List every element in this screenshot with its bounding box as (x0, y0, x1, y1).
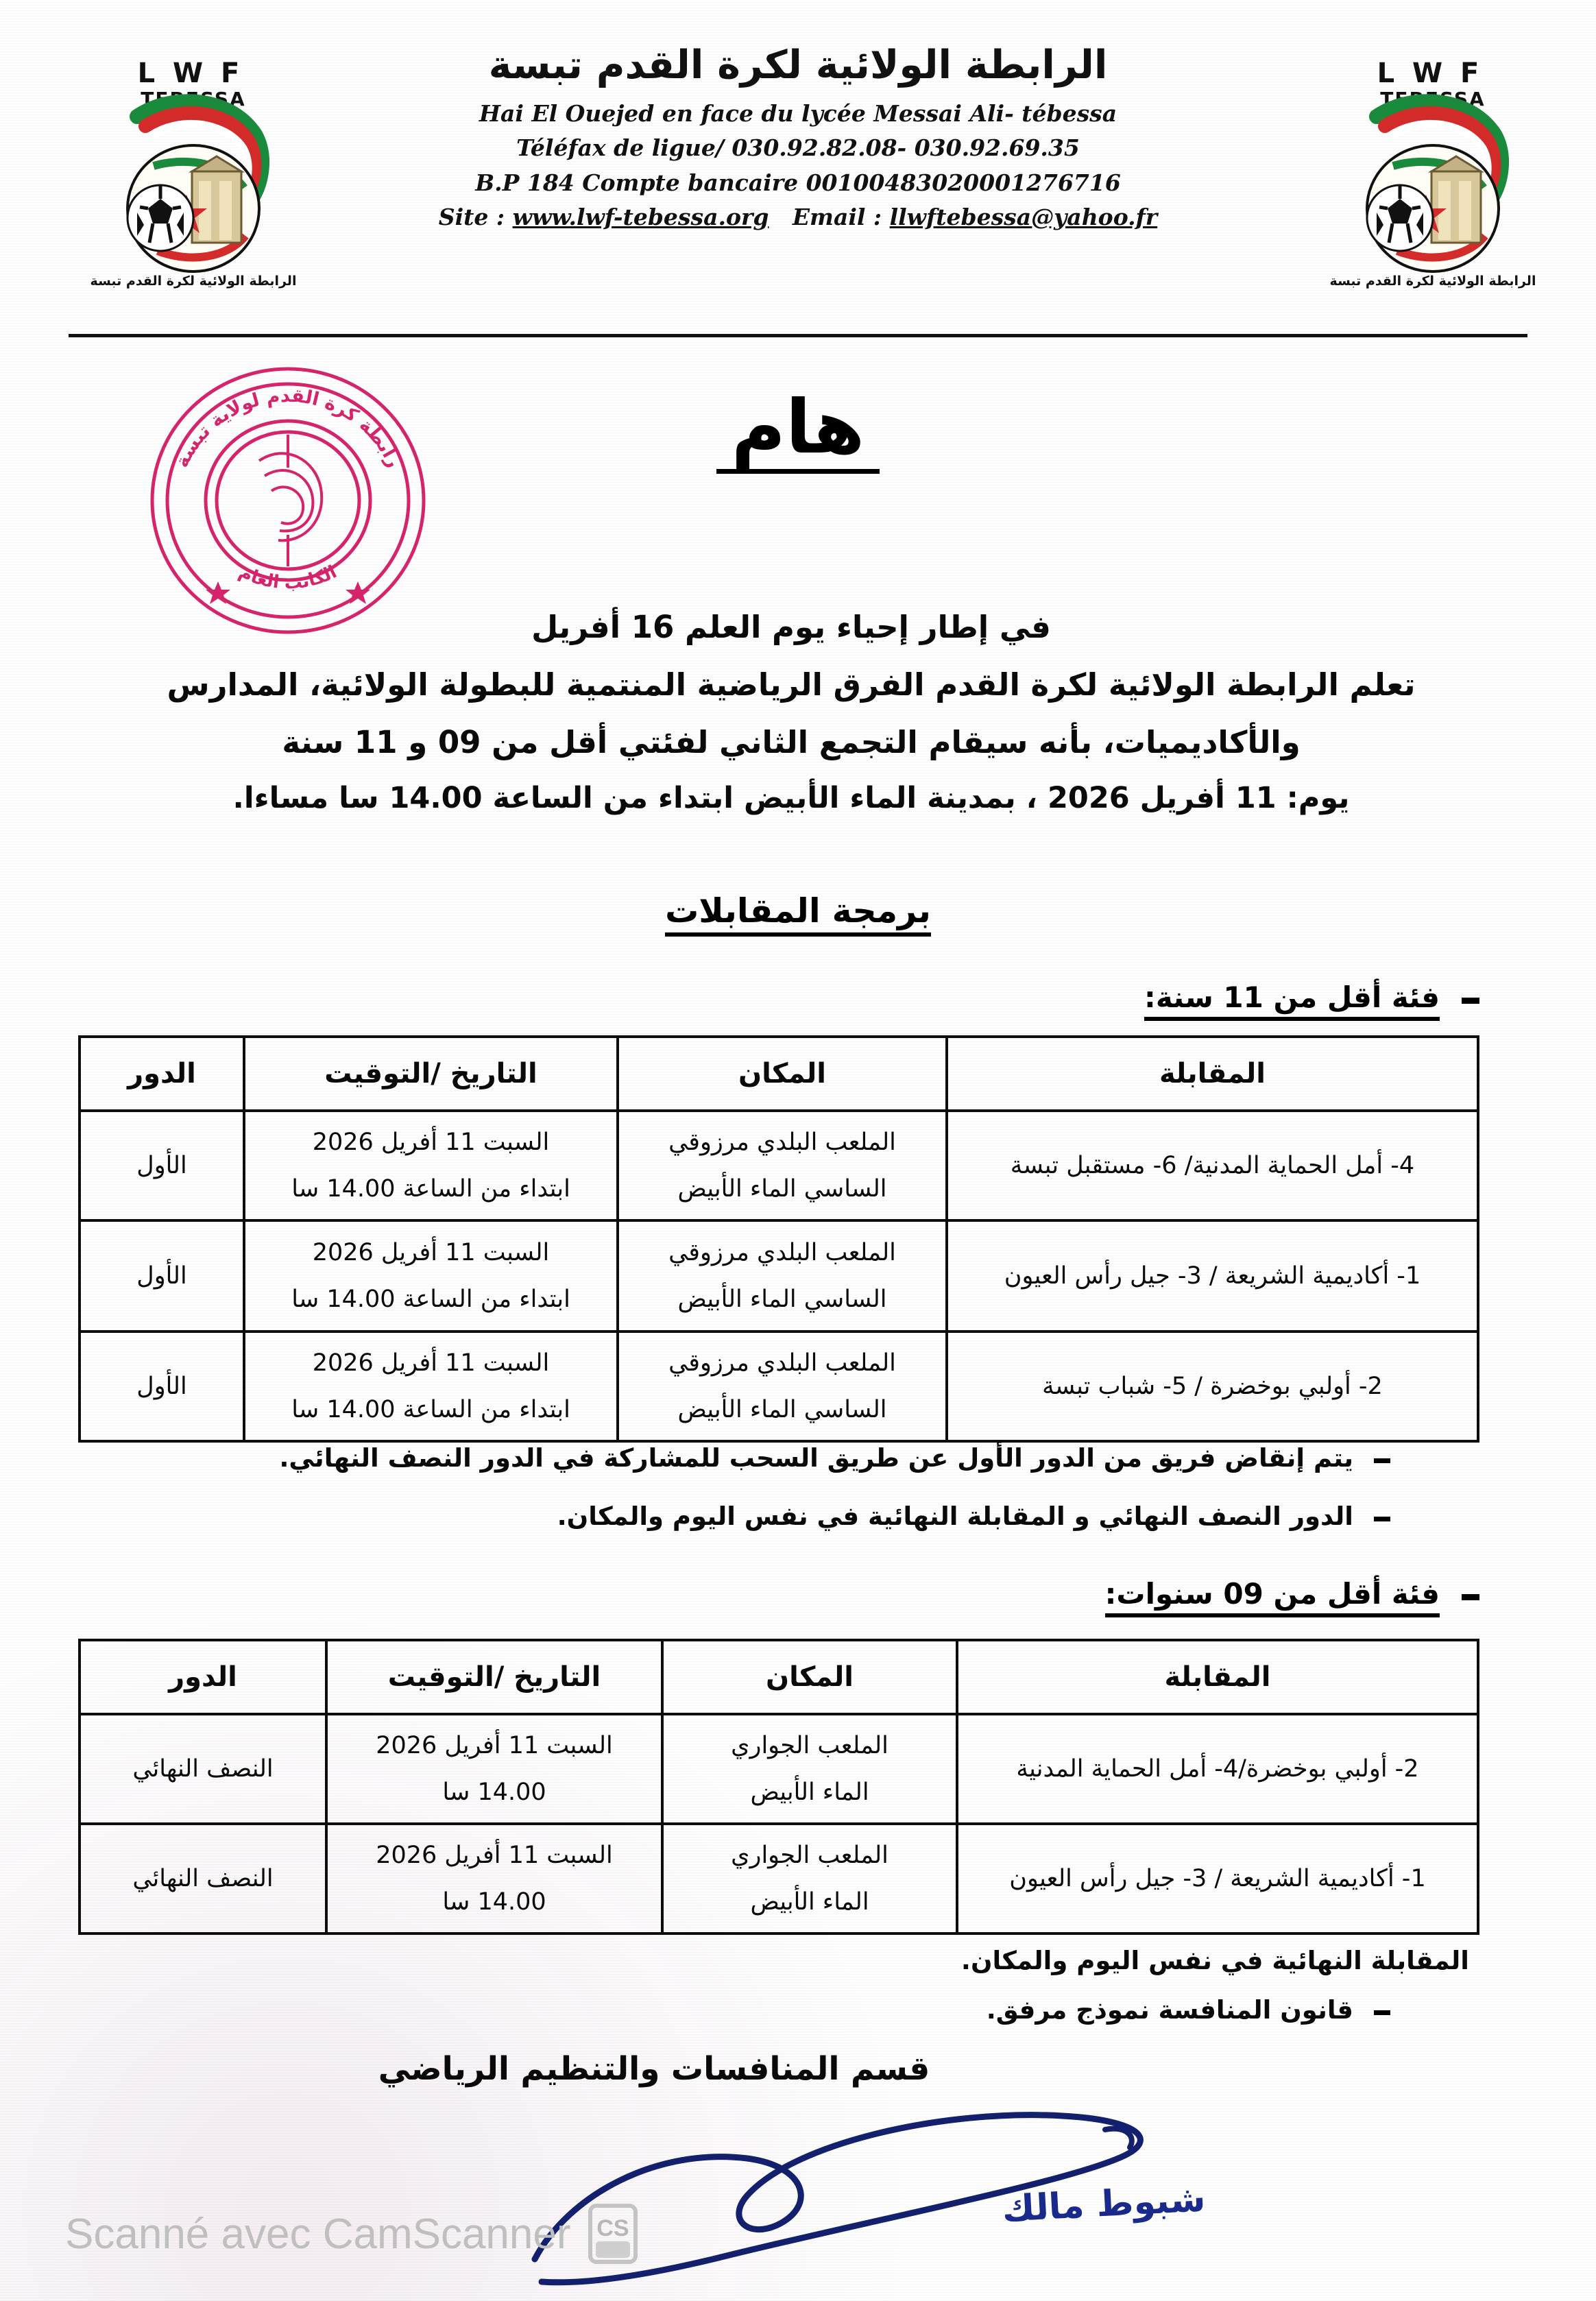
site-label: Site : (438, 203, 505, 230)
intro-paragraph (117, 603, 1466, 831)
web-contact-line (384, 200, 1212, 234)
venue-line-1: الملعب الجواري (731, 1731, 888, 1759)
camscanner-logo-icon (589, 2204, 637, 2263)
cell-match: 2- أولبي بوخضرة/4- أمل الحماية المدنية (957, 1714, 1478, 1824)
signature-department: قسم المنافسات والتنظيم الرياضي (378, 2050, 930, 2088)
note-u11-2-text: الدور النصف النهائي و المقابلة النهائية في نفس اليوم والمكان. (557, 1502, 1353, 1531)
venue-line-2: الماء الأبيض (750, 1779, 869, 1806)
schedule-table-u9 (78, 1639, 1479, 1935)
cell-datetime (244, 1220, 618, 1332)
document-title (0, 385, 1596, 474)
cell-datetime (326, 1714, 662, 1824)
svg-text:CS: CS (596, 2215, 629, 2241)
intro-line-1: في إطار إحياء يوم العلم 16 أفريل (531, 609, 1051, 645)
date-line-1: السبت 11 أفريل 2026 (312, 1349, 550, 1377)
cell-venue (618, 1111, 947, 1220)
cell-match: 1- أكاديمية الشريعة / 3- جيل رأس العيون (947, 1220, 1478, 1332)
address-line: Hai El Ouejed en face du lycée Messai Ali- tébessa (479, 100, 1117, 128)
col-header-round: الدور (80, 1037, 244, 1111)
dash-bullet-icon (1374, 1458, 1390, 1463)
col-header-round: الدور (80, 1640, 326, 1714)
date-line-2: ابتداء من الساعة 14.00 سا (291, 1286, 570, 1313)
cell-venue (618, 1220, 947, 1332)
email-label: Email : (792, 203, 882, 230)
note-u9-final-match: المقابلة النهائية في نفس اليوم والمكان. (960, 1946, 1469, 1975)
col-header-match: المقابلة (947, 1037, 1478, 1111)
camscanner-watermark-text: Scanné avec CamScanner (65, 2210, 571, 2258)
dash-bullet-icon (1374, 1517, 1390, 1521)
header-contact-block (384, 97, 1212, 234)
table-row (80, 1824, 1478, 1933)
intro-line-3: والأكاديميات، بأنه سيقام التجمع الثاني لفئتي أقل من 09 و 11 سنة (282, 723, 1301, 760)
svg-text:TEBESSA: TEBESSA (141, 88, 246, 110)
svg-text:TEBESSA: TEBESSA (1380, 88, 1486, 110)
svg-text:الكاتب العام: الكاتب العام (235, 562, 341, 594)
header-divider-rule (69, 334, 1527, 337)
venue-line-2: الماء الأبيض (750, 1888, 869, 1916)
svg-text:L W F: L W F (137, 58, 244, 89)
col-header-venue: المكان (618, 1037, 947, 1111)
cell-venue (662, 1714, 957, 1824)
program-heading-text: برمجة المقابلات (665, 891, 931, 937)
category-heading-u11-label: فئة أقل من 11 سنة: (1144, 980, 1440, 1021)
email-address[interactable]: llwftebessa@yahoo.fr (889, 203, 1158, 230)
venue-line-1: الملعب البلدي مرزوقي (668, 1238, 896, 1266)
table-row (80, 1220, 1478, 1332)
cell-datetime (244, 1332, 618, 1441)
cell-match: 1- أكاديمية الشريعة / 3- جيل رأس العيون (957, 1824, 1478, 1933)
venue-line-1: الملعب البلدي مرزوقي (668, 1128, 896, 1156)
date-line-2: ابتداء من الساعة 14.00 سا (291, 1175, 570, 1203)
note-u11-1 (279, 1443, 1390, 1473)
svg-text:رابطة كرة القدم لولاية تبسة: رابطة كرة القدم لولاية تبسة (171, 385, 405, 471)
category-heading-u9-label: فئة أقل من 09 سنوات: (1105, 1577, 1440, 1617)
note-u11-2 (557, 1502, 1390, 1531)
lwf-logo-right (90, 53, 297, 300)
category-heading-u9 (890, 1577, 1479, 1617)
venue-line-2: الساسي الماء الأبيض (677, 1396, 887, 1423)
date-line-1: السبت 11 أفريل 2026 (376, 1731, 613, 1759)
cell-round: الأول (80, 1220, 244, 1332)
cell-round: النصف النهائي (80, 1824, 326, 1933)
date-line-1: السبت 11 أفريل 2026 (312, 1128, 550, 1156)
cell-datetime (326, 1824, 662, 1933)
table-row (80, 1332, 1478, 1441)
svg-text:الرابطة الولائية لكرة القدم تب: الرابطة الولائية لكرة القدم تبسة (1329, 274, 1536, 289)
cell-match: 2- أولبي بوخضرة / 5- شباب تبسة (947, 1332, 1478, 1441)
document-title-text: هام (716, 391, 880, 474)
col-header-match: المقابلة (957, 1640, 1478, 1714)
venue-line-1: الملعب الجواري (731, 1841, 888, 1869)
cell-venue (618, 1332, 947, 1441)
fax-line: Téléfax de ligue/ 030.92.82.08- 030.92.69.35 (516, 134, 1080, 162)
category-heading-u11 (910, 980, 1479, 1021)
dash-bullet-icon (1462, 1594, 1479, 1600)
note-u11-1-text: يتم إنقاض فريق من الدور الأول عن طريق السحب للمشاركة في الدور النصف النهائي. (279, 1443, 1353, 1473)
lwf-logo-left (1329, 53, 1536, 300)
cell-venue (662, 1824, 957, 1933)
schedule-table-u11 (78, 1035, 1479, 1443)
table-header-row (80, 1037, 1478, 1111)
date-line-2: 14.00 سا (442, 1779, 546, 1806)
organization-title: الرابطة الولائية لكرة القدم تبسة (488, 43, 1108, 88)
note-u9-regulation-text: قانون المنافسة نموذج مرفق. (986, 1995, 1353, 2025)
table-header-row (80, 1640, 1478, 1714)
col-header-datetime: التاريخ /التوقيت (326, 1640, 662, 1714)
venue-line-2: الساسي الماء الأبيض (677, 1286, 887, 1313)
program-heading (0, 891, 1596, 937)
site-url[interactable]: www.lwf-tebessa.org (512, 203, 769, 230)
note-u9-regulation (987, 1995, 1390, 2025)
intro-line-2: تعلم الرابطة الولائية لكرة القدم الفرق الرياضية المنتمية للبطولة الولائية، المدارس (167, 666, 1416, 703)
header-text-block (384, 41, 1212, 234)
cell-datetime (244, 1111, 618, 1220)
col-header-datetime: التاريخ /التوقيت (244, 1037, 618, 1111)
svg-text:الرابطة الولائية لكرة القدم تب: الرابطة الولائية لكرة القدم تبسة (90, 274, 297, 289)
intro-line-4: يوم: 11 أفريل 2026 ، بمدينة الماء الأبيض ابتداء من الساعة 14.00 سا مساءا. (232, 781, 1350, 816)
document-header (0, 34, 1596, 329)
table-row (80, 1714, 1478, 1824)
signature-name: شبوط مالك (1001, 2178, 1207, 2230)
bank-line: B.P 184 Compte bancaire 00100483020001276716 (475, 169, 1121, 196)
col-header-venue: المكان (662, 1640, 957, 1714)
camscanner-watermark (65, 2204, 637, 2263)
dash-bullet-icon (1462, 998, 1479, 1004)
venue-line-2: الساسي الماء الأبيض (677, 1175, 887, 1203)
cell-round: الأول (80, 1332, 244, 1441)
date-line-1: السبت 11 أفريل 2026 (312, 1238, 550, 1266)
svg-text:L W F: L W F (1377, 58, 1484, 89)
table-row (80, 1111, 1478, 1220)
dash-bullet-icon (1374, 2010, 1390, 2015)
cell-round: الأول (80, 1111, 244, 1220)
date-line-2: ابتداء من الساعة 14.00 سا (291, 1396, 570, 1423)
date-line-2: 14.00 سا (442, 1888, 546, 1916)
cell-match: 4- أمل الحماية المدنية/ 6- مستقبل تبسة (947, 1111, 1478, 1220)
date-line-1: السبت 11 أفريل 2026 (376, 1841, 613, 1869)
venue-line-1: الملعب البلدي مرزوقي (668, 1349, 896, 1377)
cell-round: النصف النهائي (80, 1714, 326, 1824)
